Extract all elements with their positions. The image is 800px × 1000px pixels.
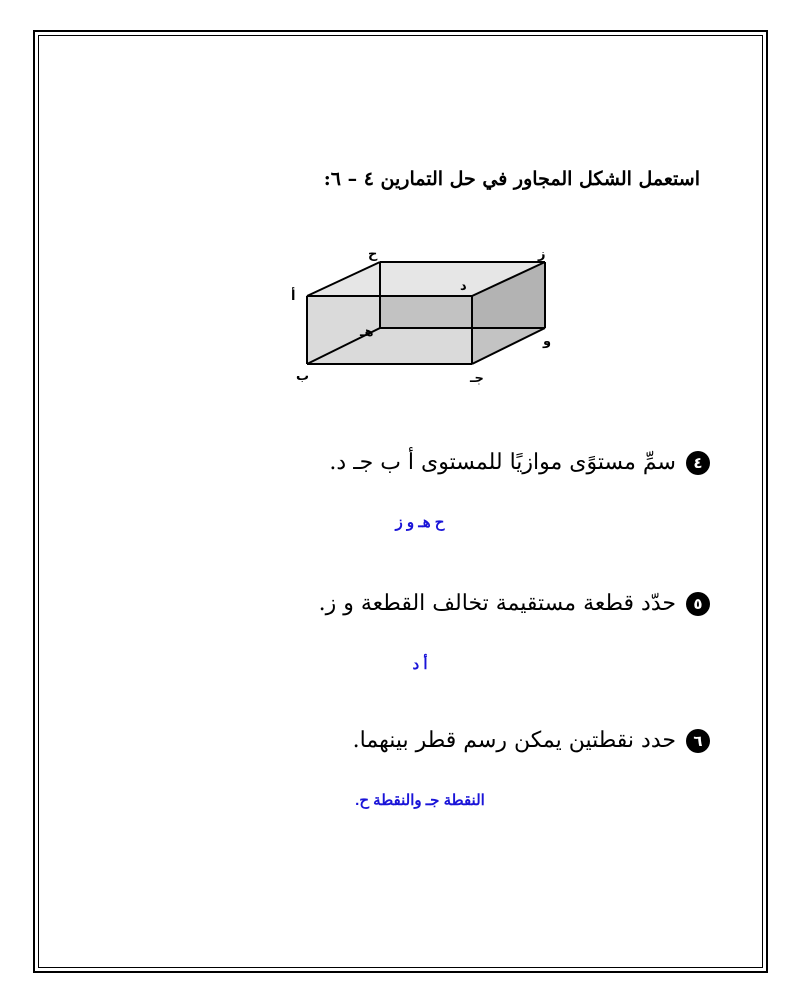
label-b: ب xyxy=(296,369,310,384)
exercise-text: حدّد قطعة مستقيمة تخالف القطعة و ز. xyxy=(318,591,676,616)
exercise-5 xyxy=(200,587,710,621)
label-z: ز xyxy=(538,247,546,262)
label-w: و xyxy=(543,334,552,349)
answer-5: أ د xyxy=(412,656,428,673)
exercise-number-badge: ٥ xyxy=(686,592,710,616)
exercise-4 xyxy=(200,446,710,480)
exercise-text: حدد نقطتين يمكن رسم قطر بينهما. xyxy=(352,728,676,753)
label-j: جـ xyxy=(470,371,484,386)
exercise-6 xyxy=(200,724,710,758)
exercise-number-badge: ٤ xyxy=(686,451,710,475)
label-a: أ xyxy=(291,289,296,304)
exercise-text: سمِّ مستوًى موازيًا للمستوى أ ب جـ د. xyxy=(329,450,676,475)
exercise-number-badge: ٦ xyxy=(686,729,710,753)
answer-4: ح هـ و ز xyxy=(395,514,445,531)
label-d: د xyxy=(460,279,467,294)
rectangular-prism-figure xyxy=(280,236,570,396)
label-ha: ح xyxy=(368,247,378,262)
prism-front-face xyxy=(307,296,472,364)
label-h: هـ xyxy=(360,325,374,340)
instructions-heading: استعمل الشكل المجاور في حل التمارين ٤ – ٦: xyxy=(323,168,700,190)
answer-6: النقطة جـ والنقطة ح. xyxy=(355,792,485,809)
